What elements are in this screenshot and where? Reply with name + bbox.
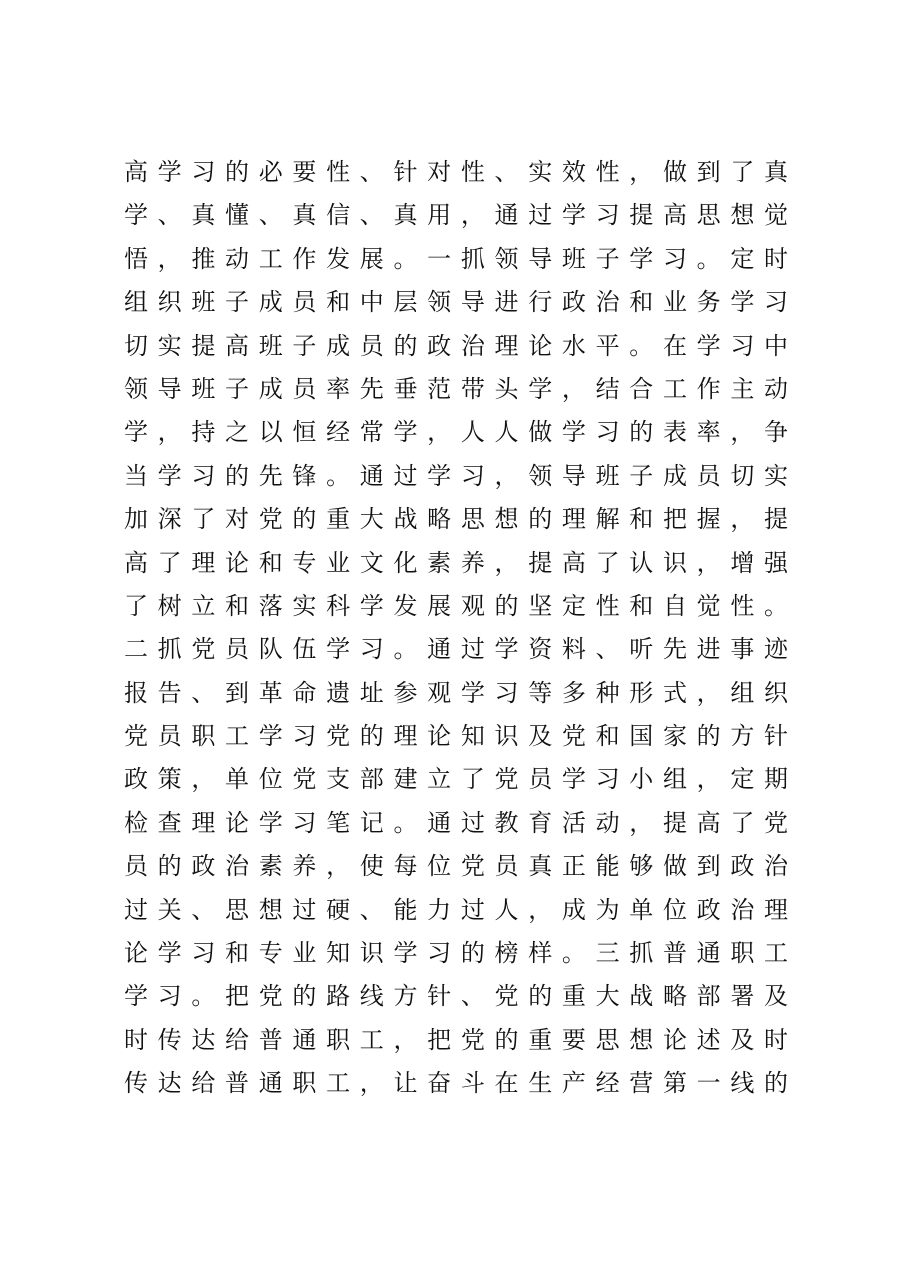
text-line: 加深了对党的重大战略思想的理解和把握，提 (124, 505, 788, 534)
text-line: 党员职工学习党的理论知识及党和国家的方针 (124, 722, 788, 751)
text-line: 二抓党员队伍学习。通过学资料、听先进事迹 (124, 635, 788, 664)
text-line: 组织班子成员和中层领导进行政治和业务学习 (124, 288, 788, 317)
text-line: 时传达给普通职工，把党的重要思想论述及时 (124, 1025, 788, 1054)
text-line: 学，持之以恒经常学，人人做学习的表率，争 (124, 418, 788, 447)
text-line: 了树立和落实科学发展观的坚定性和自觉性。 (124, 591, 788, 620)
body-text (124, 151, 788, 1106)
text-line: 当学习的先锋。通过学习，领导班子成员切实 (124, 461, 788, 490)
text-line: 过关、思想过硬、能力过人，成为单位政治理 (124, 895, 788, 924)
text-line: 员的政治素养，使每位党员真正能够做到政治 (124, 852, 788, 881)
text-line: 传达给普通职工，让奋斗在生产经营第一线的 (124, 1069, 788, 1098)
text-line: 政策，单位党支部建立了党员学习小组，定期 (124, 765, 788, 794)
text-line: 领导班子成员率先垂范带头学，结合工作主动 (124, 374, 788, 403)
text-line: 高了理论和专业文化素养，提高了认识，增强 (124, 548, 788, 577)
text-line: 论学习和专业知识学习的榜样。三抓普通职工 (124, 939, 788, 968)
text-line: 切实提高班子成员的政治理论水平。在学习中 (124, 331, 788, 360)
text-line: 学习。把党的路线方针、党的重大战略部署及 (124, 982, 788, 1011)
text-line: 检查理论学习笔记。通过教育活动，提高了党 (124, 808, 788, 837)
text-line: 报告、到革命遗址参观学习等多种形式，组织 (124, 678, 788, 707)
text-line: 学、真懂、真信、真用，通过学习提高思想觉 (124, 201, 788, 230)
text-line: 悟，推动工作发展。一抓领导班子学习。定时 (124, 244, 788, 273)
text-line: 高学习的必要性、针对性、实效性，做到了真 (124, 158, 788, 186)
